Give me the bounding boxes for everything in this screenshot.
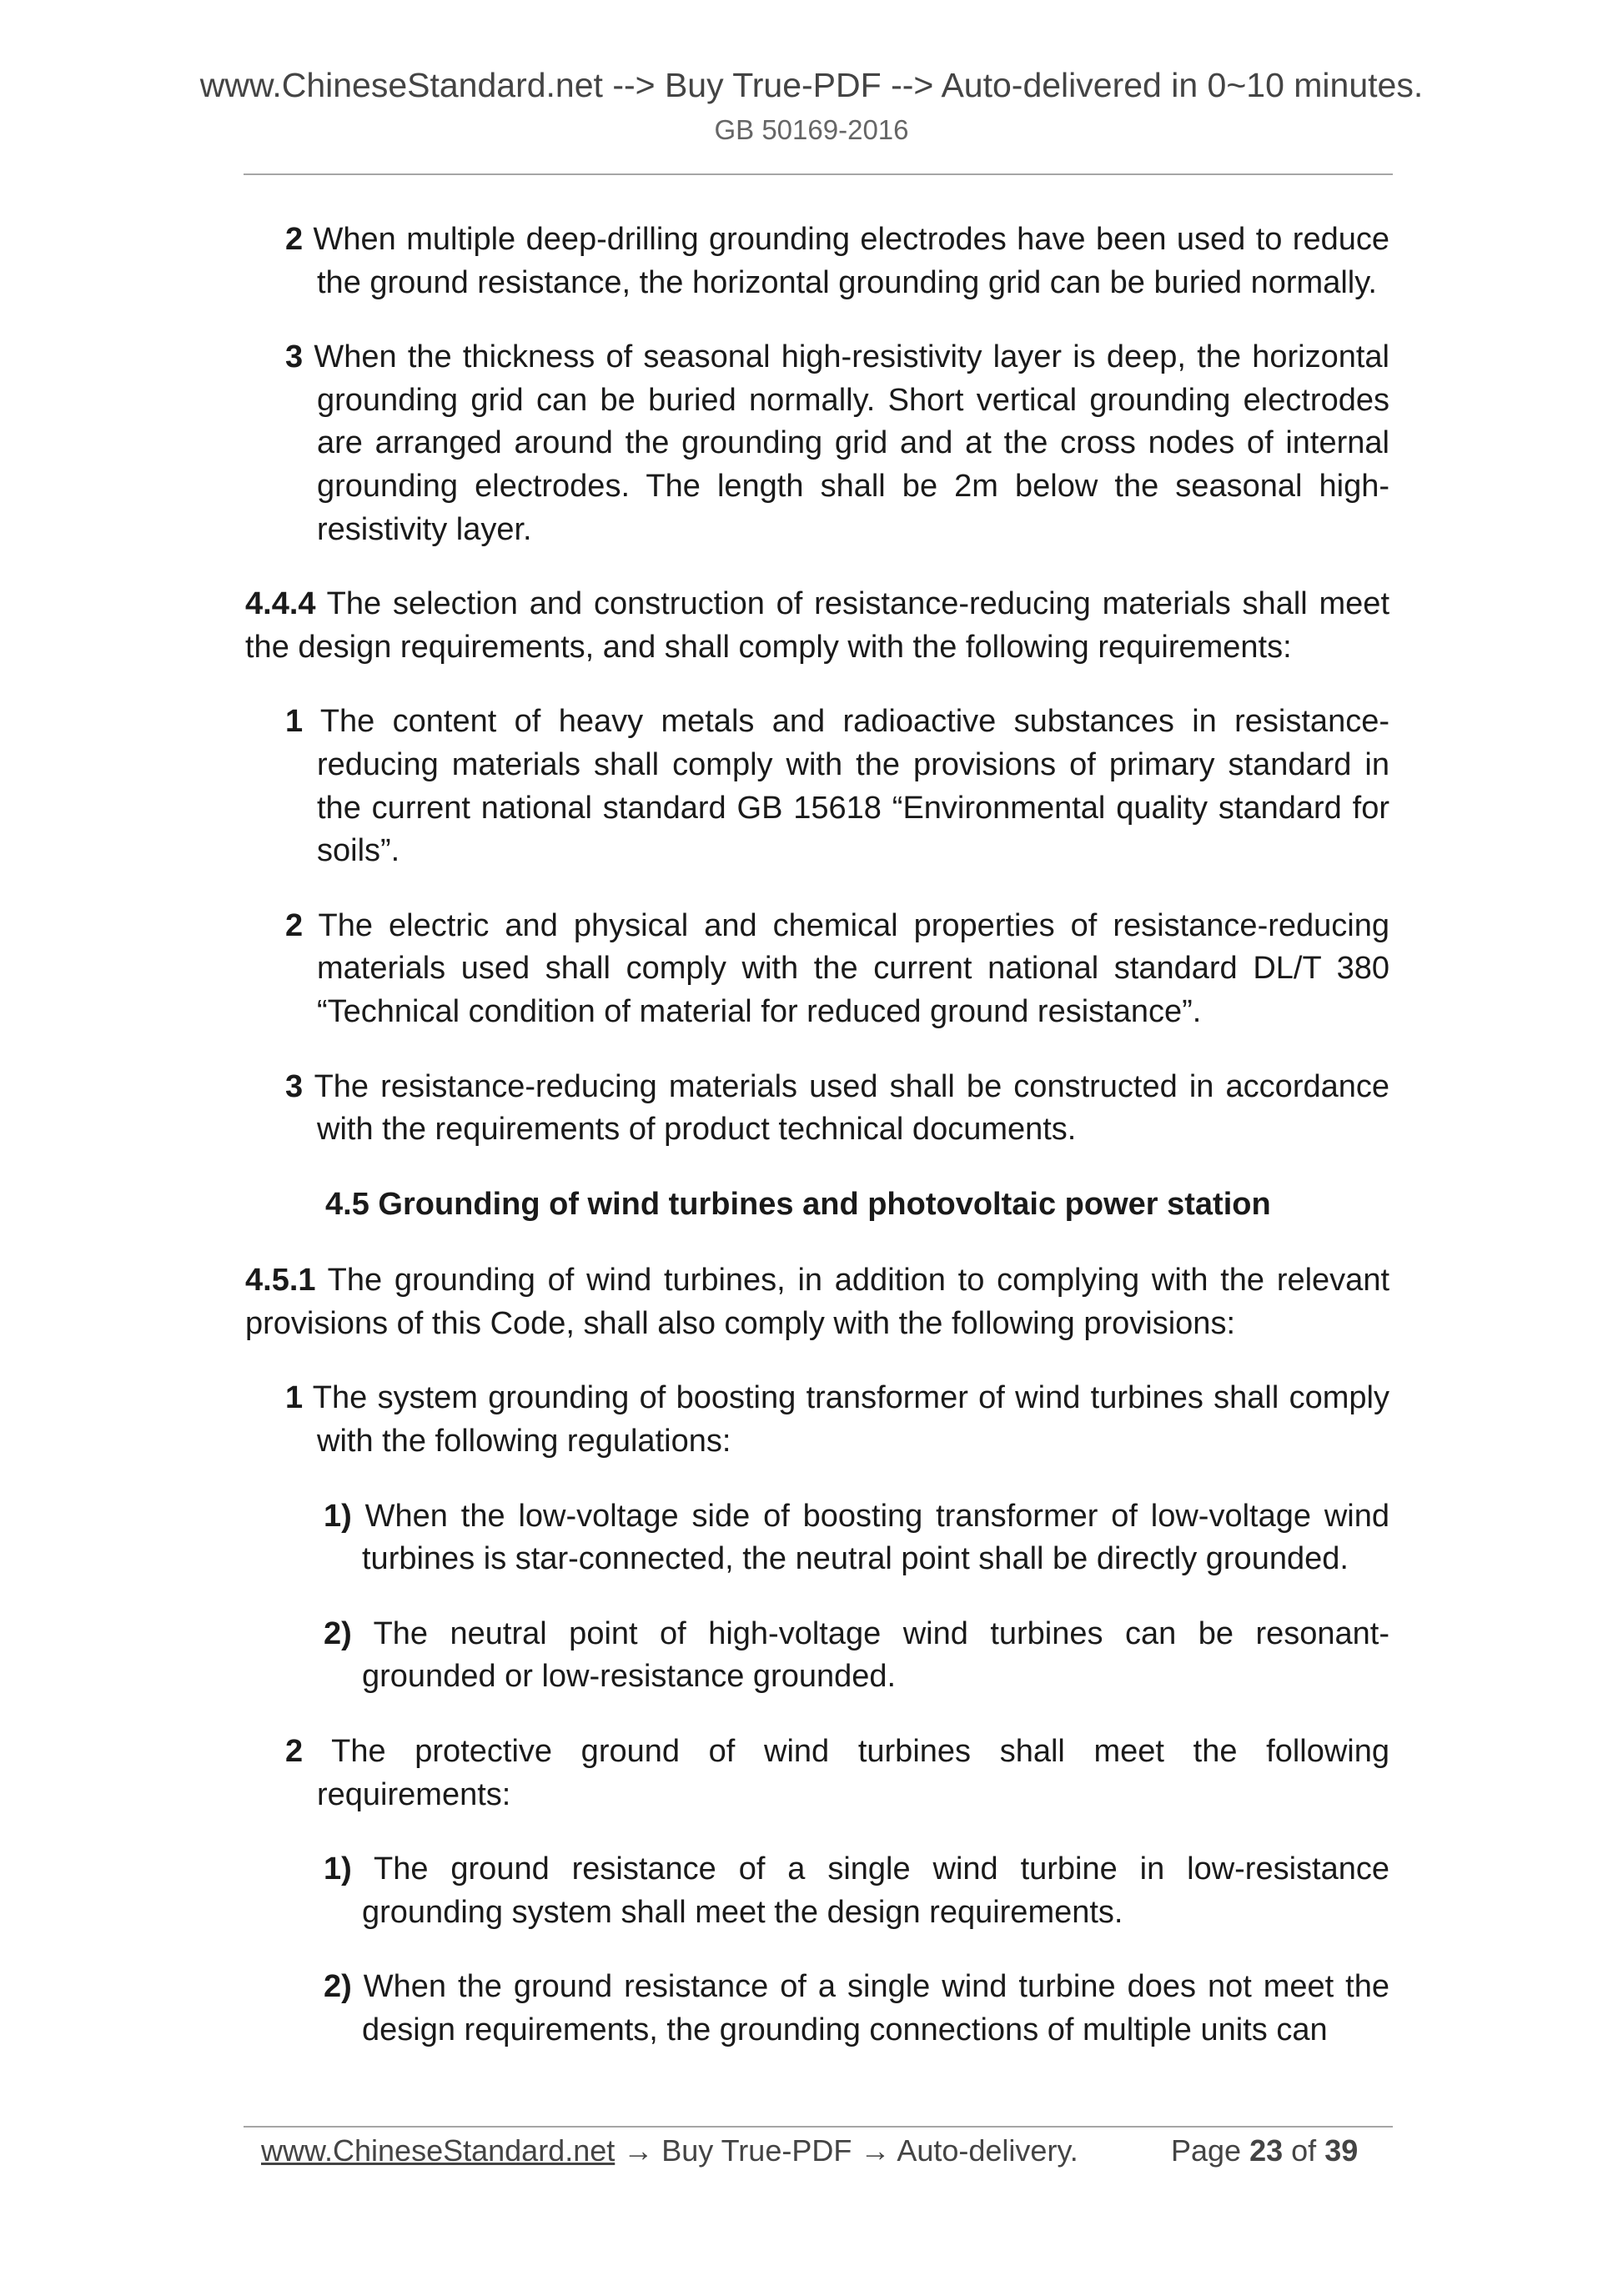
subitem-text: When the low-voltage side of boosting transformer of low-voltage wind turbines is star-connected, the neutral point shall be directly grounded.: [362, 1498, 1389, 1577]
item-number: 2: [285, 1734, 304, 1770]
list-item: [285, 1066, 1389, 1152]
header-divider: [244, 173, 1393, 175]
list-item: [285, 336, 1389, 551]
clause-number: 4.5.1: [245, 1263, 316, 1299]
subitem-number: 1): [324, 1498, 352, 1534]
item-text: When the thickness of seasonal high-resistivity layer is deep, the horizontal grounding grid can be buried normally. Short vertical grounding electrodes are arranged around the grounding grid and at the cross nodes of internal grounding electrodes. The length shall be 2m below the seasonal high-resistivity layer.: [314, 339, 1389, 547]
item-text: The electric and physical and chemical properties of resistance-reducing materials used shall comply with the current national standard DL/T 380 “Technical condition of material for reduced ground resistance”.: [317, 907, 1389, 1029]
footer-tail: → Buy True-PDF → Auto-delivery.: [623, 2133, 1078, 2168]
item-number: 2: [285, 907, 304, 943]
clause-4-4-4: [245, 583, 1389, 669]
header-banner: www.ChineseStandard.net --> Buy True-PDF --> Auto-delivered in 0~10 minutes.: [199, 66, 1424, 104]
page-header: [0, 63, 1623, 148]
page-number: 23: [1249, 2133, 1284, 2168]
item-number: 3: [285, 1068, 304, 1104]
item-text: The resistance-reducing materials used shall be constructed in accordance with the requirements of product technical documents.: [314, 1068, 1390, 1148]
footer-divider: [244, 2126, 1393, 2128]
footer-promo: [261, 2132, 1078, 2170]
item-text: The content of heavy metals and radioactive substances in resistance-reducing materials shall comply with the provisions of primary standard in the current national standard GB 15618 “Environmental quality standard for soils”.: [317, 704, 1389, 869]
item-number: 1: [285, 1380, 304, 1416]
list-item: [285, 905, 1389, 1034]
item-number: 3: [285, 339, 304, 375]
subitem-number: 2): [324, 1969, 352, 2005]
of-label: of: [1291, 2133, 1317, 2168]
list-item: [285, 701, 1389, 872]
item-text: When multiple deep-drilling grounding electrodes have been used to reduce the ground resistance, the horizontal grounding grid can be buried normally.: [313, 222, 1389, 300]
subitem-text: The neutral point of high-voltage wind turbines can be resonant-grounded or low-resistance grounded.: [362, 1615, 1389, 1695]
clause-4-5-1: [245, 1259, 1389, 1345]
section-heading: 4.5 Grounding of wind turbines and photovoltaic power station: [325, 1186, 1271, 1222]
sub-item: [324, 1613, 1389, 1699]
subitem-number: 2): [324, 1615, 352, 1651]
standard-code: GB 50169-2016: [714, 114, 909, 145]
clause-number: 4.4.4: [245, 586, 316, 622]
list-item: [285, 219, 1389, 304]
subitem-text: The ground resistance of a single wind turbine in low-resistance grounding system shall meet the design requirements.: [362, 1851, 1389, 1930]
item-text: The protective ground of wind turbines shall meet the following requirements:: [317, 1734, 1390, 1812]
sub-item: [324, 1495, 1389, 1581]
site-link[interactable]: www.ChineseStandard.net: [261, 2133, 616, 2168]
document-body: [245, 219, 1389, 2084]
subitem-number: 1): [324, 1851, 352, 1887]
item-number: 1: [285, 704, 304, 740]
list-item: [285, 1731, 1389, 1816]
item-number: 2: [285, 222, 304, 257]
sub-item: [324, 1966, 1389, 2052]
sub-item: [324, 1848, 1389, 1934]
page-label: Page: [1171, 2133, 1242, 2168]
clause-text: The selection and construction of resistance-reducing materials shall meet the design requirements, and shall comply with the following requirements:: [245, 586, 1389, 665]
item-text: The system grounding of boosting transformer of wind turbines shall comply with the following regulations:: [312, 1380, 1389, 1459]
page-total: 39: [1324, 2133, 1359, 2168]
page-indicator: [1171, 2132, 1358, 2170]
list-item: [285, 1377, 1389, 1463]
clause-text: The grounding of wind turbines, in addition to complying with the relevant provisions of this Code, shall also comply with the following provisions:: [245, 1263, 1390, 1341]
subitem-text: When the ground resistance of a single wind turbine does not meet the design requirements, the grounding connections of multiple units can: [362, 1969, 1390, 2047]
